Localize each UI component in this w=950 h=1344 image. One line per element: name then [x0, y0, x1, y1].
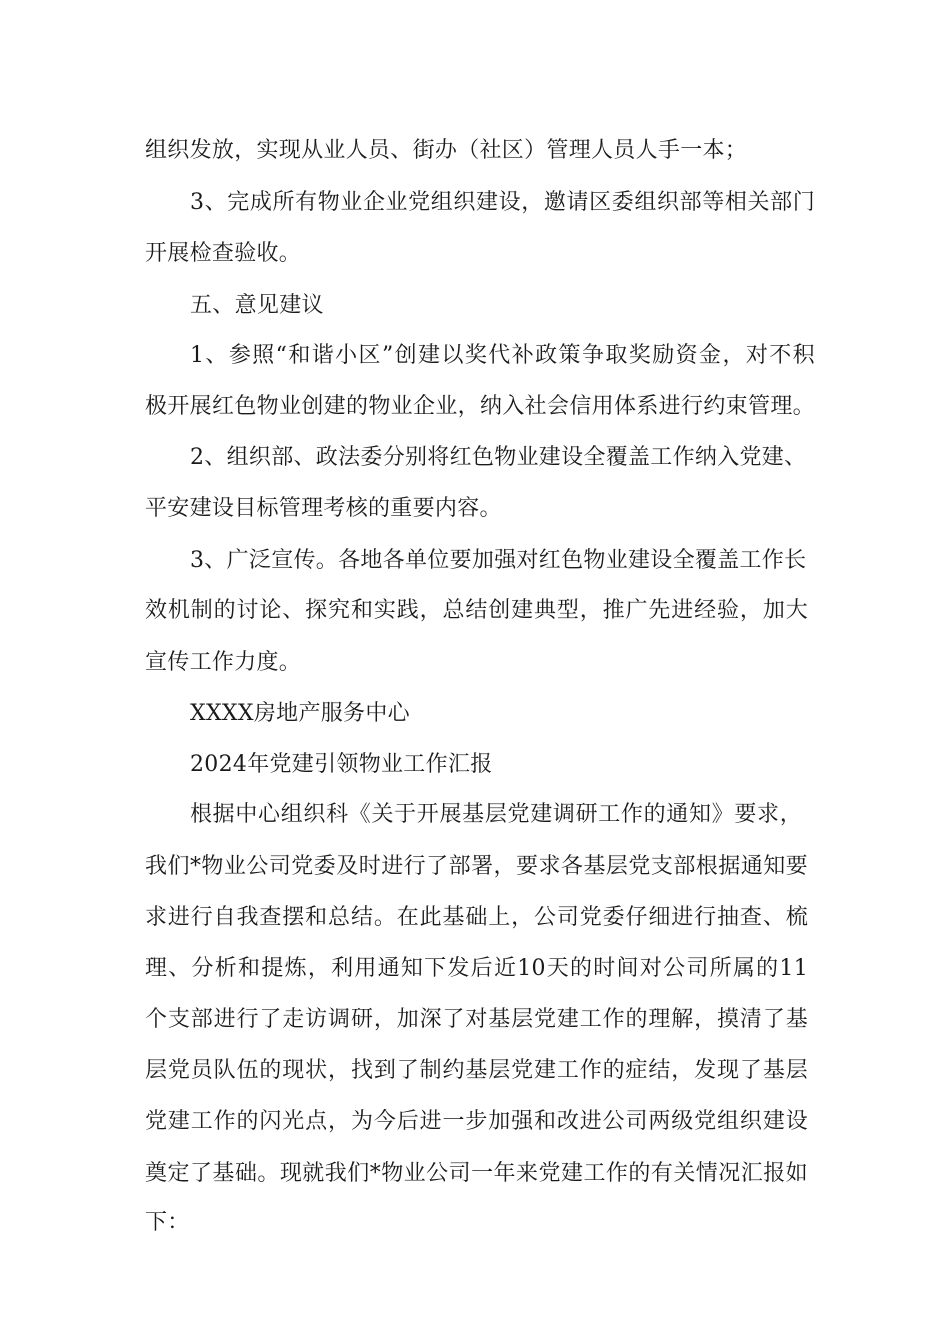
text-line: 党建工作的闪光点，为今后进一步加强和改进公司两级党组织建设	[145, 1109, 808, 1134]
text-line: 1、参照“和谐小区”创建以奖代补政策争取奖励资金，对不积	[190, 343, 815, 368]
text-line: 3、完成所有物业企业党组织建设，邀请区委组织部等相关部门	[190, 190, 815, 215]
text-line: 个支部进行了走访调研，加深了对基层党建工作的理解，摸清了基	[145, 1007, 808, 1032]
organization-name: XXXX房地产服务中心	[190, 701, 410, 726]
text-line: 极开展红色物业创建的物业企业，纳入社会信用体系进行约束管理。	[145, 394, 815, 419]
text-line: 层党员队伍的现状，找到了制约基层党建工作的症结，发现了基层	[145, 1058, 808, 1083]
text-line: 根据中心组织科《关于开展基层党建调研工作的通知》要求，	[190, 802, 802, 827]
section-heading: 五、意见建议	[190, 293, 324, 318]
text-line: 我们*物业公司党委及时进行了部署，要求各基层党支部根据通知要	[145, 854, 808, 879]
text-line: 奠定了基础。现就我们*物业公司一年来党建工作的有关情况汇报如	[145, 1161, 808, 1186]
text-line: 效机制的讨论、探究和实践，总结创建典型，推广先进经验，加大	[145, 598, 808, 623]
report-title: 2024年党建引领物业工作汇报	[190, 752, 493, 777]
text-line: 平安建设目标管理考核的重要内容。	[145, 496, 502, 521]
text-line: 理、分析和提炼，利用通知下发后近10天的时间对公司所属的11	[145, 956, 808, 981]
text-line: 下：	[145, 1210, 190, 1235]
text-line: 组织发放，实现从业人员、街办（社区）管理人员人手一本；	[145, 138, 748, 163]
text-line: 开展检查验收。	[145, 241, 302, 266]
text-line: 求进行自我查摆和总结。在此基础上，公司党委仔细进行抽查、梳	[145, 905, 808, 930]
text-line: 3、广泛宣传。各地各单位要加强对红色物业建设全覆盖工作长	[190, 548, 807, 573]
text-line: 宣传工作力度。	[145, 650, 302, 675]
text-line: 2、组织部、政法委分别将红色物业建设全覆盖工作纳入党建、	[190, 445, 807, 470]
